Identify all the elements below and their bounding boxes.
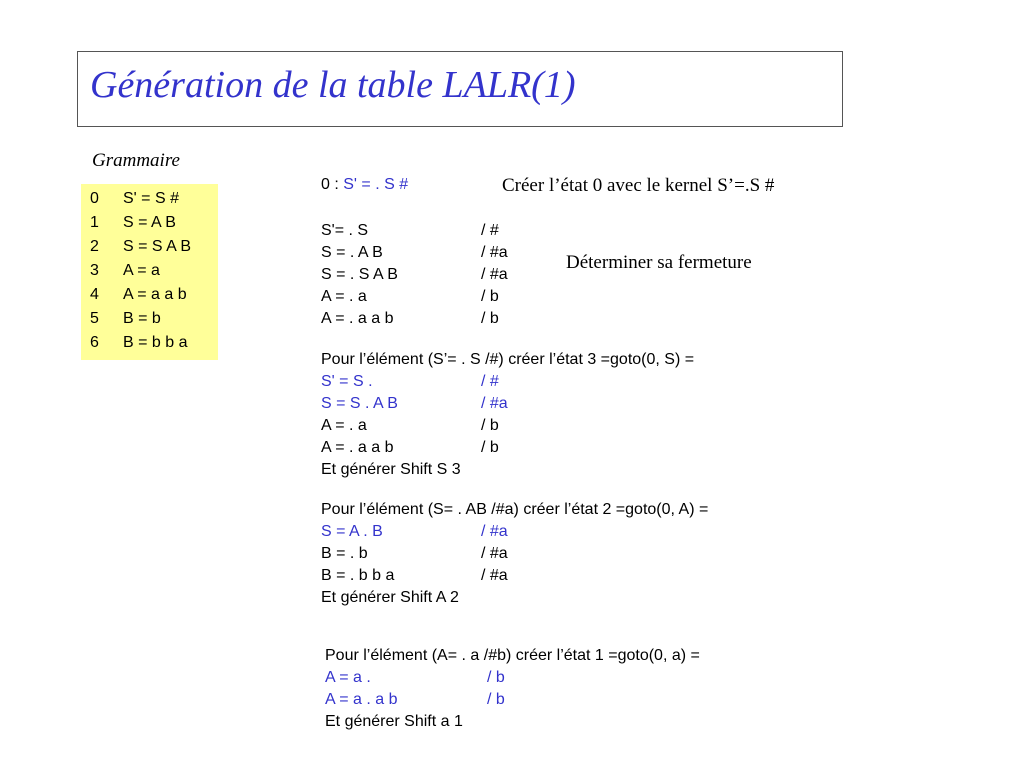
closure-item (321, 286, 551, 308)
item-text: A = a . (325, 669, 371, 686)
item-lookahead: / b (481, 310, 499, 327)
item-text: B = . b (321, 545, 368, 562)
item-lookahead: / #a (481, 266, 508, 283)
rule-number: 6 (90, 334, 99, 351)
item-text: A = . a a b (321, 310, 394, 327)
rule-production: A = a (123, 262, 160, 279)
rule-number: 3 (90, 262, 99, 279)
rule-production: S = A B (123, 214, 176, 231)
goto-a-item (321, 565, 551, 587)
title-box (77, 51, 843, 127)
goto-a-lower-item (325, 689, 555, 711)
rule-number: 5 (90, 310, 99, 327)
item-text: S = . A B (321, 244, 383, 261)
goto-s-header: Pour l’élément (S’= . S /#) créer l’état 3 =goto(0, S) = (321, 351, 695, 368)
goto-s-item (321, 415, 551, 437)
item-lookahead: / # (481, 373, 499, 390)
item-text: S'= . S (321, 222, 369, 239)
item-lookahead: / b (487, 669, 505, 686)
item-lookahead: / b (487, 691, 505, 708)
grammar-box (81, 184, 218, 360)
note-create-state0: Créer l’état 0 avec le kernel S’=.S # (502, 175, 775, 196)
item-text: A = . a (321, 288, 367, 305)
item-text: S = S . A B (321, 395, 398, 412)
item-lookahead: / #a (481, 545, 508, 562)
item-lookahead: / b (481, 288, 499, 305)
item-lookahead: / #a (481, 395, 508, 412)
closure-item (321, 242, 551, 264)
closure-item (321, 220, 551, 242)
rule-production: S' = S # (123, 190, 179, 207)
goto-a-lower-item (325, 667, 555, 689)
note-closure: Déterminer sa fermeture (566, 252, 752, 273)
rule-production: B = b b a (123, 334, 188, 351)
goto-a-lower-header: Pour l’élément (A= . a /#b) créer l’état 1 =goto(0, a) = (325, 647, 700, 664)
item-text: A = a . a b (325, 691, 398, 708)
rule-number: 4 (90, 286, 99, 303)
item-lookahead: / # (481, 222, 499, 239)
item-text: S = . S A B (321, 266, 398, 283)
rule-production: S = S A B (123, 238, 192, 255)
item-lookahead: / #a (481, 567, 508, 584)
item-text: S' = S . (321, 373, 373, 390)
goto-s-shift: Et générer Shift S 3 (321, 461, 461, 478)
state0-kernel-line (321, 174, 408, 196)
rule-production: A = a a b (123, 286, 187, 303)
goto-a-lower-shift: Et générer Shift a 1 (325, 713, 463, 730)
rule-number: 2 (90, 238, 99, 255)
goto-s-item (321, 371, 551, 393)
goto-s-item (321, 393, 551, 415)
state0-prefix: 0 : (321, 176, 344, 193)
rule-number: 0 (90, 190, 99, 207)
goto-a-item (321, 543, 551, 565)
state0-kernel: S' = . S # (343, 176, 409, 193)
grammar-label: Grammaire (92, 150, 180, 171)
goto-a-item (321, 521, 551, 543)
goto-a-header: Pour l’élément (S= . AB /#a) créer l’état 2 =goto(0, A) = (321, 501, 709, 518)
item-text: B = . b b a (321, 567, 395, 584)
rule-number: 1 (90, 214, 99, 231)
goto-a-shift: Et générer Shift A 2 (321, 589, 459, 606)
item-lookahead: / #a (481, 244, 508, 261)
item-text: A = . a a b (321, 439, 394, 456)
closure-item (321, 308, 551, 330)
item-lookahead: / #a (481, 523, 508, 540)
item-text: S = A . B (321, 523, 383, 540)
rule-production: B = b (123, 310, 161, 327)
item-lookahead: / b (481, 417, 499, 434)
page-title: Génération de la table LALR(1) (90, 64, 576, 106)
goto-s-item (321, 437, 551, 459)
item-text: A = . a (321, 417, 367, 434)
item-lookahead: / b (481, 439, 499, 456)
closure-item (321, 264, 551, 286)
